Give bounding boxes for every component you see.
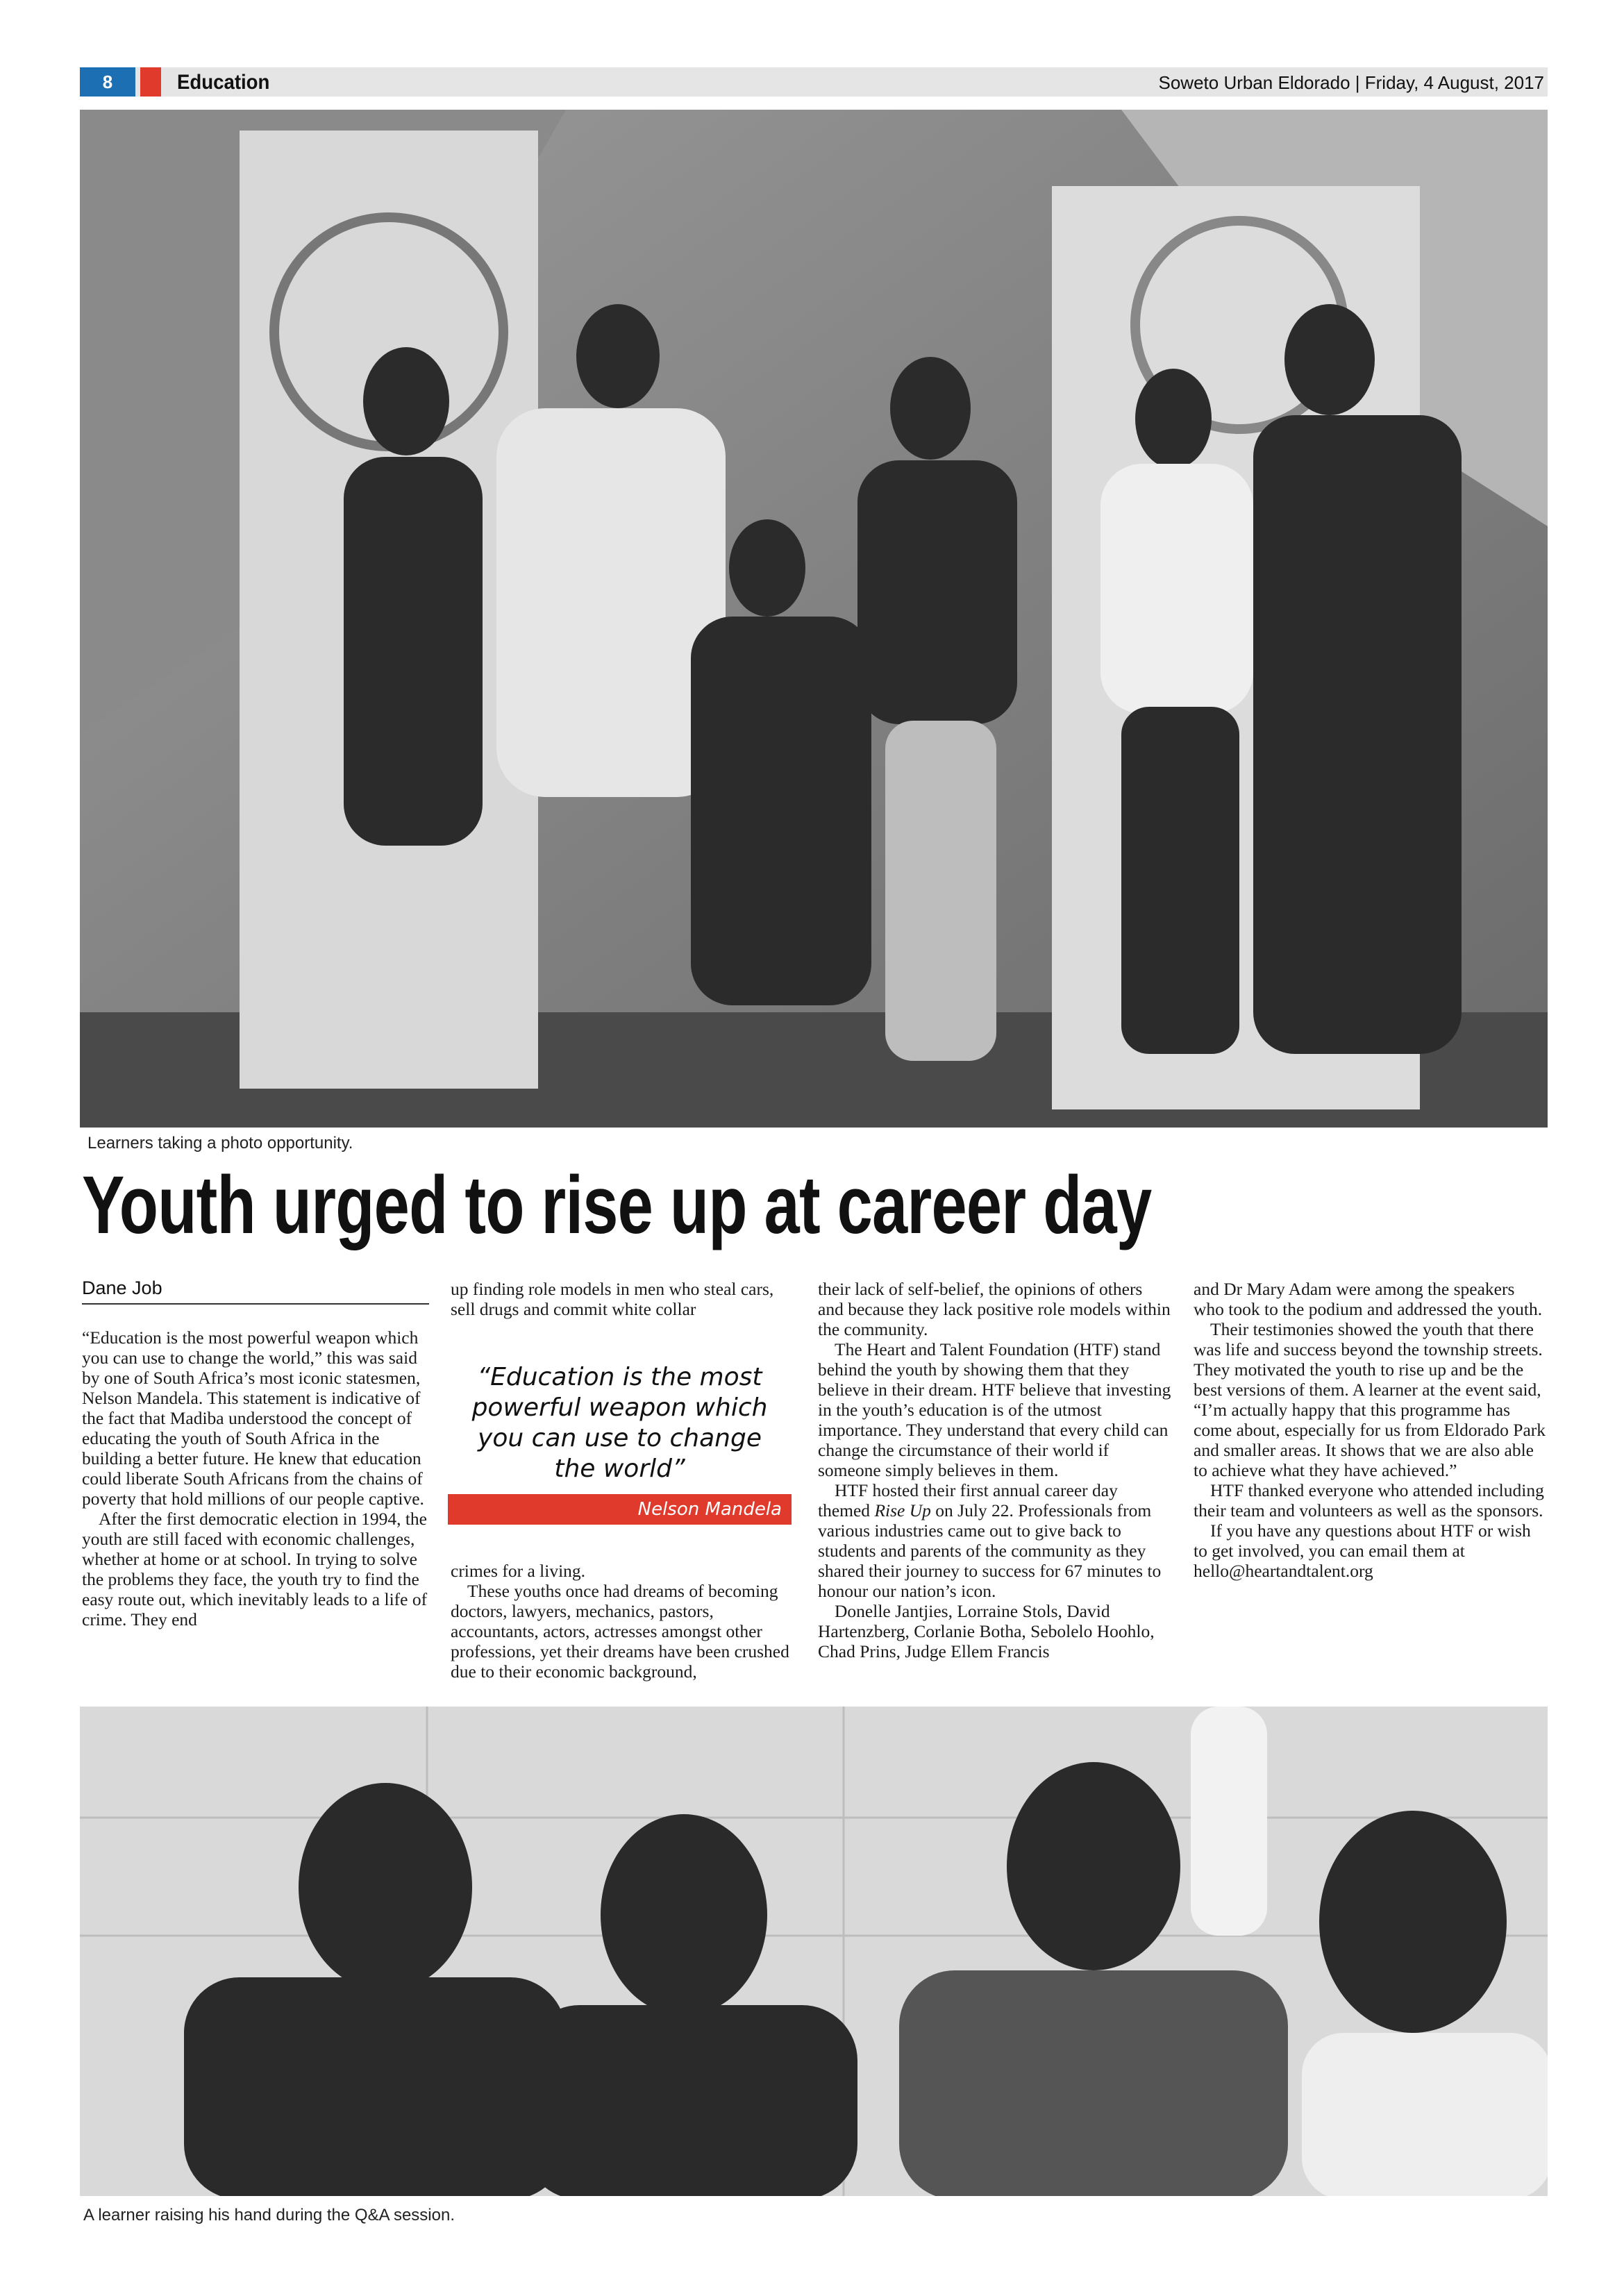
event-theme: Rise Up <box>874 1500 931 1520</box>
page-number: 8 <box>80 67 135 97</box>
paragraph: crimes for a living. <box>451 1561 586 1581</box>
paragraph: Donelle Jantjies, Lorraine Stols, David Hartenzberg, Corlanie Botha, Sebolelo Hoohlo, Chad Prins, Judge Ellem Francis <box>818 1601 1155 1661</box>
article-column-3 <box>818 1279 1172 1661</box>
paragraph: HTF thanked everyone who attended including their team and volunteers as well as the sponsors. <box>1194 1480 1544 1520</box>
paragraph: The Heart and Talent Foundation (HTF) stand behind the youth by showing them that they believe in their dream. HTF believe that investing in the youth’s education is of the utmost importance. They understand that every child can change the circumstance of their world if someone simply believes in them. <box>818 1339 1171 1480</box>
article-column-2-top <box>451 1279 798 1319</box>
paragraph: up finding role models in men who steal cars, sell drugs and commit white collar <box>451 1279 774 1319</box>
paragraph: If you have any questions about HTF or wish to get involved, you can email them at hello@heartandtalent.org <box>1194 1520 1531 1581</box>
group-photo <box>80 110 1548 1128</box>
paragraph: “Education is the most powerful weapon which you can use to change the world,” this was said by one of South Africa’s most iconic statesmen, Nelson Mandela. This statement is indicative of the fact that Madiba understood the concept of educating the youth of South Africa in the building a better future. He knew that education could liberate South Africans from the chains of poverty that hold millions of our people captive. <box>82 1327 424 1509</box>
paragraph: Their testimonies showed the youth that there was life and success beyond the township streets. They motivated the youth to rise up and be the best versions of them. A learner at the event said, “I’m actually happy that this programme has come about, especially for us from Eldorado Park and smaller areas. It shows that we are also able to achieve what they have achieved.” <box>1194 1319 1546 1480</box>
article-byline: Dane Job <box>82 1277 429 1305</box>
article-column-4 <box>1194 1279 1548 1581</box>
section-label: Education <box>177 71 270 94</box>
paragraph: and Dr Mary Adam were among the speakers who took to the podium and addressed the youth. <box>1194 1279 1543 1319</box>
paragraph: These youths once had dreams of becoming doctors, lawyers, mechanics, pastors, accountants, actors, actresses amongst other professions, yet their dreams have been crushed due to their economic background, <box>451 1581 789 1682</box>
paragraph: their lack of self-belief, the opinions of others and because they lack positive role models within the community. <box>818 1279 1171 1339</box>
pull-quote-author: Nelson Mandela <box>448 1494 792 1525</box>
photo-caption: A learner raising his hand during the Q&A session. <box>83 2206 455 2224</box>
article-column-1 <box>82 1327 429 1629</box>
publication-dateline: Soweto Urban Eldorado | Friday, 4 August, 2017 <box>1158 72 1544 93</box>
article-column-2-bottom <box>451 1561 798 1682</box>
paragraph-text: HTF hosted their first annual career day themed <box>818 1480 1118 1520</box>
section-color-block <box>140 67 161 97</box>
paragraph-text: on July 22. Professionals from various industries came out to give back to students and parents of the community as they shared their journey to success for 67 minutes to honour our nation’s icon. <box>818 1500 1162 1601</box>
paragraph <box>818 1480 1172 1601</box>
pull-quote <box>448 1362 792 1525</box>
photo-caption: Learners taking a photo opportunity. <box>87 1134 353 1153</box>
pull-quote-text: “Education is the most powerful weapon which you can use to change the world” <box>471 1363 768 1483</box>
article-headline: Youth urged to rise up at career day <box>82 1159 1152 1251</box>
qa-session-photo <box>80 1707 1548 2196</box>
paragraph: After the first democratic election in 1994, the youth are still faced with economic challenges, whether at home or at school. In trying to solve the problems they face, the youth try to find the easy route out, which inevitably leads to a life of crime. They end <box>82 1509 428 1629</box>
